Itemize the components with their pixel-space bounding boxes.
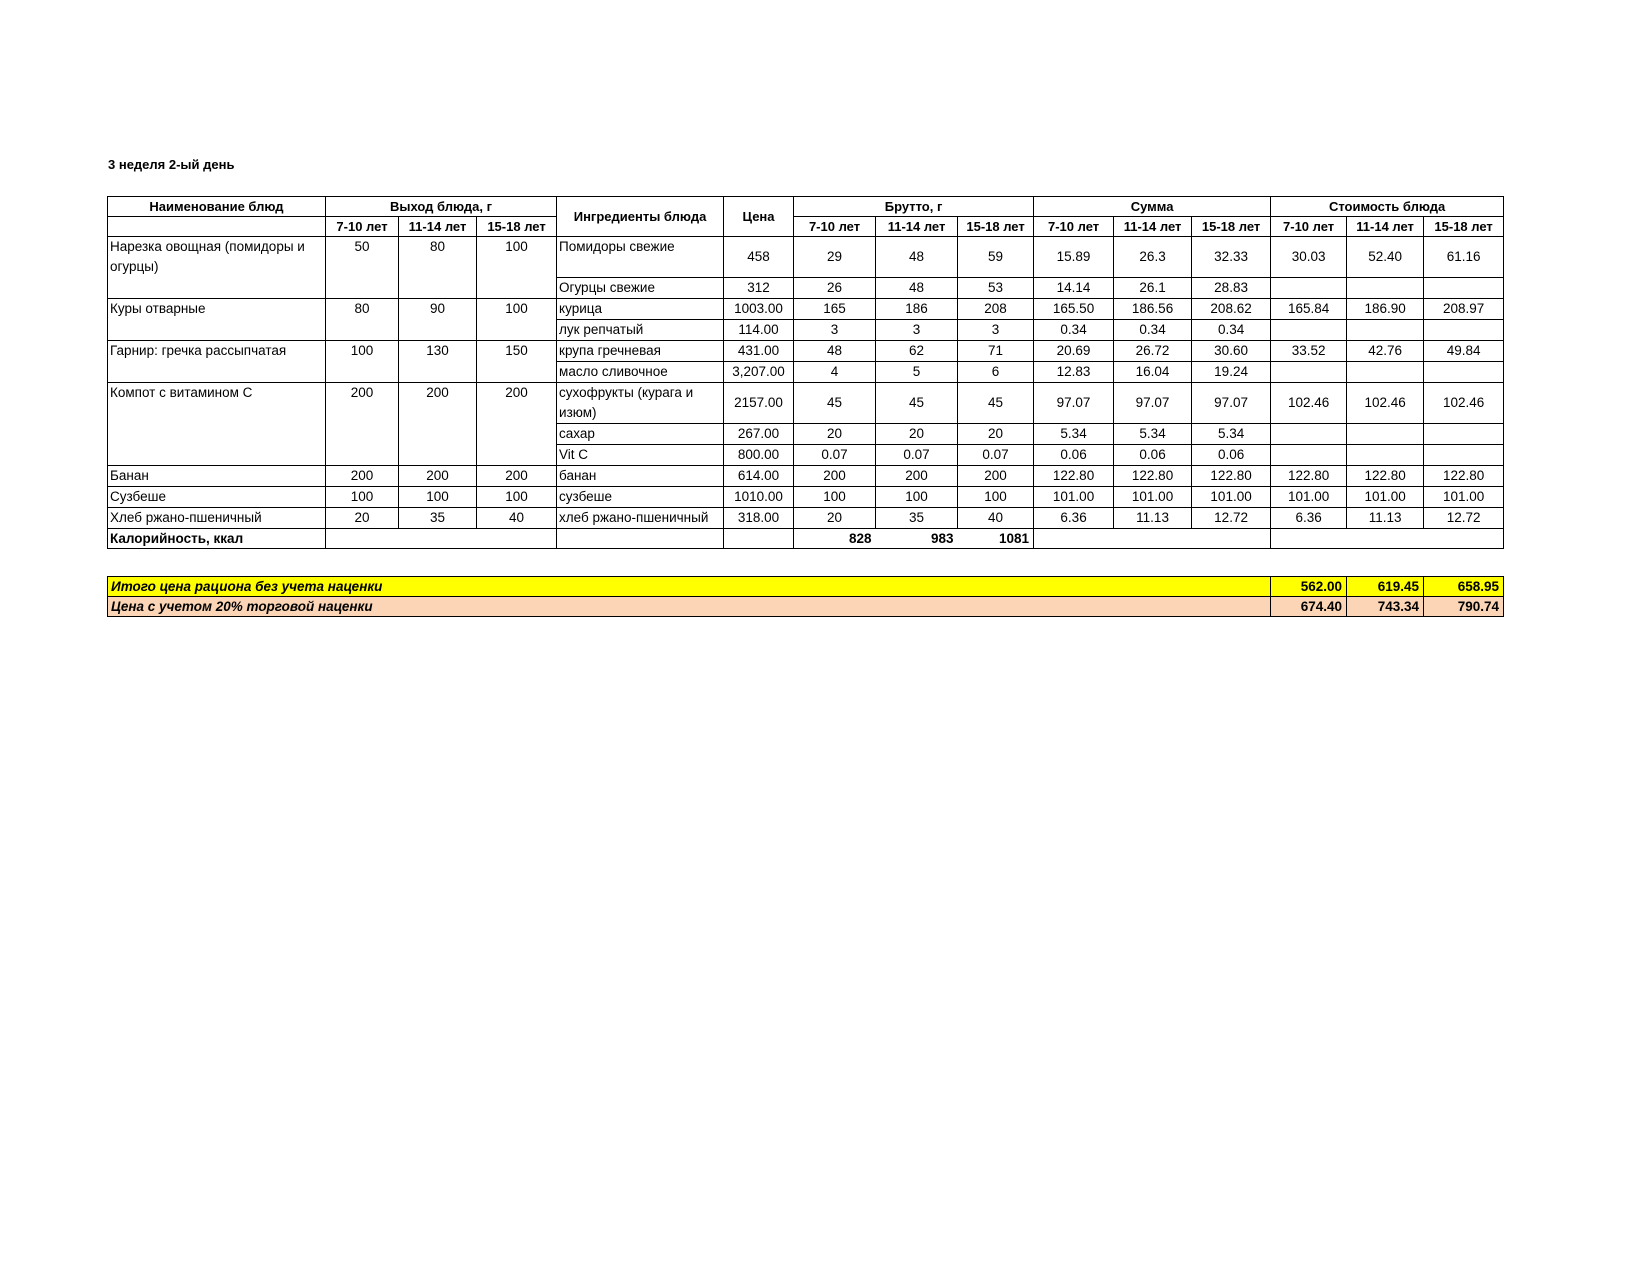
ingredient-name: крупа гречневая	[557, 340, 724, 361]
table-row	[108, 277, 1504, 298]
header-gross-age1: 7-10 лет	[794, 217, 876, 237]
cost-age1	[1271, 361, 1347, 382]
dish-yield-age1: 50	[326, 237, 399, 278]
sum-age2: 26.3	[1114, 237, 1192, 278]
cost-age2	[1347, 444, 1424, 465]
sum-age3: 32.33	[1192, 237, 1271, 278]
dish-name	[108, 319, 326, 340]
gross-age1: 200	[794, 465, 876, 486]
cost-age1	[1271, 277, 1347, 298]
sum-age3: 208.62	[1192, 298, 1271, 319]
header-sum: Сумма	[1034, 197, 1271, 217]
sum-age3: 28.83	[1192, 277, 1271, 298]
gross-age3: 53	[958, 277, 1034, 298]
ingredient-price: 114.00	[724, 319, 794, 340]
cost-age3: 12.72	[1424, 507, 1504, 528]
dish-yield-age2: 200	[399, 382, 477, 423]
ingredient-name: сухофрукты (курага и изюм)	[557, 382, 724, 423]
table-row	[108, 237, 1504, 278]
ingredient-name: Vit C	[557, 444, 724, 465]
cost-age3: 49.84	[1424, 340, 1504, 361]
table-row	[108, 486, 1504, 507]
markup-value-age1: 674.40	[1271, 597, 1347, 617]
header-sum-age3: 15-18 лет	[1192, 217, 1271, 237]
header-yield: Выход блюда, г	[326, 197, 557, 217]
sum-age1: 97.07	[1034, 382, 1114, 423]
sum-age2: 11.13	[1114, 507, 1192, 528]
table-row	[108, 340, 1504, 361]
header-yield-age2: 11-14 лет	[399, 217, 477, 237]
ingredient-name: Помидоры свежие	[557, 237, 724, 278]
sum-age1: 15.89	[1034, 237, 1114, 278]
calories-row	[108, 528, 1504, 548]
gross-age2: 48	[876, 277, 958, 298]
cost-age2: 101.00	[1347, 486, 1424, 507]
sum-age1: 6.36	[1034, 507, 1114, 528]
gross-age1: 26	[794, 277, 876, 298]
dish-yield-age1	[326, 277, 399, 298]
sum-age2: 26.1	[1114, 277, 1192, 298]
cost-age3	[1424, 361, 1504, 382]
gross-age2: 62	[876, 340, 958, 361]
cost-age2: 11.13	[1347, 507, 1424, 528]
gross-age3: 71	[958, 340, 1034, 361]
ingredient-price: 267.00	[724, 423, 794, 444]
gross-age1: 0.07	[794, 444, 876, 465]
sum-age1: 12.83	[1034, 361, 1114, 382]
table-body	[108, 237, 1504, 529]
dish-name	[108, 444, 326, 465]
dish-name: Куры отварные	[108, 298, 326, 319]
sum-age2: 186.56	[1114, 298, 1192, 319]
header-gross: Брутто, г	[794, 197, 1034, 217]
header-gross-age3: 15-18 лет	[958, 217, 1034, 237]
calories-sum-empty	[1034, 528, 1271, 548]
header-yield-age3: 15-18 лет	[477, 217, 557, 237]
total-value-age3: 658.95	[1424, 577, 1504, 597]
sum-age2: 16.04	[1114, 361, 1192, 382]
gross-age2: 200	[876, 465, 958, 486]
dish-yield-age2: 100	[399, 486, 477, 507]
dish-yield-age3	[477, 361, 557, 382]
table-row	[108, 382, 1504, 423]
cost-age1: 101.00	[1271, 486, 1347, 507]
cost-age3: 102.46	[1424, 382, 1504, 423]
ingredient-name: Огурцы свежие	[557, 277, 724, 298]
ingredient-price: 312	[724, 277, 794, 298]
dish-yield-age3: 150	[477, 340, 557, 361]
gross-age1: 100	[794, 486, 876, 507]
sum-age3: 101.00	[1192, 486, 1271, 507]
page-title: 3 неделя 2-ый день	[108, 157, 235, 172]
dish-yield-age2	[399, 277, 477, 298]
dish-yield-age3: 200	[477, 465, 557, 486]
dish-yield-age3: 100	[477, 486, 557, 507]
header-dish: Наименование блюд	[108, 197, 326, 217]
cost-age1: 33.52	[1271, 340, 1347, 361]
gross-age3: 59	[958, 237, 1034, 278]
gross-age3: 40	[958, 507, 1034, 528]
dish-yield-age2: 80	[399, 237, 477, 278]
gross-age3: 3	[958, 319, 1034, 340]
gross-age3: 20	[958, 423, 1034, 444]
sum-age2: 26.72	[1114, 340, 1192, 361]
header-dish-empty	[108, 217, 326, 237]
gross-age2: 35	[876, 507, 958, 528]
ingredient-price: 458	[724, 237, 794, 278]
total-value-age1: 562.00	[1271, 577, 1347, 597]
sum-age3: 19.24	[1192, 361, 1271, 382]
cost-age3	[1424, 423, 1504, 444]
sum-age1: 5.34	[1034, 423, 1114, 444]
table-row	[108, 298, 1504, 319]
dish-yield-age2	[399, 423, 477, 444]
gross-age3: 200	[958, 465, 1034, 486]
cost-age1: 6.36	[1271, 507, 1347, 528]
table-row	[108, 423, 1504, 444]
calories-value-age3: 1081	[958, 528, 1034, 548]
sum-age2: 0.06	[1114, 444, 1192, 465]
header-price: Цена	[724, 197, 794, 237]
cost-age3	[1424, 444, 1504, 465]
total-row-no-markup	[108, 577, 1504, 597]
dish-yield-age2: 130	[399, 340, 477, 361]
header-cost-age2: 11-14 лет	[1347, 217, 1424, 237]
sum-age3: 0.06	[1192, 444, 1271, 465]
total-value-age2: 619.45	[1347, 577, 1424, 597]
header-cost: Стоимость блюда	[1271, 197, 1504, 217]
sum-age1: 165.50	[1034, 298, 1114, 319]
calories-label: Калорийность, ккал	[108, 528, 326, 548]
dish-yield-age1: 100	[326, 486, 399, 507]
dish-name: Хлеб ржано-пшеничный	[108, 507, 326, 528]
cost-age2	[1347, 361, 1424, 382]
sum-age2: 101.00	[1114, 486, 1192, 507]
sum-age2: 97.07	[1114, 382, 1192, 423]
ingredient-name: курица	[557, 298, 724, 319]
cost-age2: 52.40	[1347, 237, 1424, 278]
cost-age1	[1271, 423, 1347, 444]
calories-cost-empty	[1271, 528, 1504, 548]
gross-age2: 20	[876, 423, 958, 444]
total-label: Итого цена рациона без учета наценки	[108, 577, 1271, 597]
gross-age3: 45	[958, 382, 1034, 423]
gross-age3: 100	[958, 486, 1034, 507]
cost-age2	[1347, 423, 1424, 444]
markup-value-age2: 743.34	[1347, 597, 1424, 617]
calories-ing-empty	[557, 528, 724, 548]
ingredient-name: хлеб ржано-пшеничный	[557, 507, 724, 528]
dish-name	[108, 361, 326, 382]
totals-table	[107, 576, 1504, 617]
dish-yield-age1: 80	[326, 298, 399, 319]
gross-age2: 0.07	[876, 444, 958, 465]
dish-yield-age1	[326, 423, 399, 444]
dish-yield-age1: 100	[326, 340, 399, 361]
sum-age2: 5.34	[1114, 423, 1192, 444]
cost-age3	[1424, 277, 1504, 298]
dish-yield-age3: 200	[477, 382, 557, 423]
dish-yield-age3	[477, 423, 557, 444]
dish-name: Компот с витамином С	[108, 382, 326, 423]
cost-age3: 122.80	[1424, 465, 1504, 486]
ingredient-price: 3,207.00	[724, 361, 794, 382]
dish-yield-age1: 200	[326, 465, 399, 486]
gross-age1: 165	[794, 298, 876, 319]
ingredient-price: 318.00	[724, 507, 794, 528]
cost-age1	[1271, 319, 1347, 340]
sum-age2: 122.80	[1114, 465, 1192, 486]
cost-age1: 30.03	[1271, 237, 1347, 278]
cost-age3: 61.16	[1424, 237, 1504, 278]
ingredient-price: 431.00	[724, 340, 794, 361]
calories-value-age2: 983	[876, 528, 958, 548]
cost-age2	[1347, 319, 1424, 340]
dish-yield-age3	[477, 277, 557, 298]
ingredient-price: 800.00	[724, 444, 794, 465]
dish-name: Сузбеше	[108, 486, 326, 507]
header-yield-age1: 7-10 лет	[326, 217, 399, 237]
dish-name: Нарезка овощная (помидоры и огурцы)	[108, 237, 326, 278]
gross-age3: 6	[958, 361, 1034, 382]
table-row	[108, 507, 1504, 528]
total-row-with-markup	[108, 597, 1504, 617]
dish-name: Банан	[108, 465, 326, 486]
table-row	[108, 361, 1504, 382]
gross-age2: 5	[876, 361, 958, 382]
header-ingredients: Ингредиенты блюда	[557, 197, 724, 237]
dish-name	[108, 277, 326, 298]
dish-yield-age2	[399, 361, 477, 382]
dish-yield-age2: 200	[399, 465, 477, 486]
sum-age1: 122.80	[1034, 465, 1114, 486]
ingredient-price: 1010.00	[724, 486, 794, 507]
markup-value-age3: 790.74	[1424, 597, 1504, 617]
markup-label: Цена с учетом 20% торговой наценки	[108, 597, 1271, 617]
cost-age1: 165.84	[1271, 298, 1347, 319]
ingredient-name: банан	[557, 465, 724, 486]
gross-age1: 20	[794, 507, 876, 528]
header-sum-age2: 11-14 лет	[1114, 217, 1192, 237]
cost-age2: 102.46	[1347, 382, 1424, 423]
dish-yield-age3: 100	[477, 298, 557, 319]
gross-age2: 45	[876, 382, 958, 423]
sum-age1: 20.69	[1034, 340, 1114, 361]
cost-age3: 101.00	[1424, 486, 1504, 507]
dish-yield-age2: 35	[399, 507, 477, 528]
gross-age1: 45	[794, 382, 876, 423]
calories-yield-empty	[326, 528, 557, 548]
sum-age3: 30.60	[1192, 340, 1271, 361]
sum-age1: 0.34	[1034, 319, 1114, 340]
cost-age2	[1347, 277, 1424, 298]
sum-age1: 14.14	[1034, 277, 1114, 298]
ingredient-name: сузбеше	[557, 486, 724, 507]
gross-age2: 186	[876, 298, 958, 319]
cost-age2: 122.80	[1347, 465, 1424, 486]
header-row-1	[108, 197, 1504, 217]
ingredient-price: 1003.00	[724, 298, 794, 319]
table-row	[108, 465, 1504, 486]
dish-yield-age3	[477, 444, 557, 465]
gross-age2: 3	[876, 319, 958, 340]
gross-age2: 100	[876, 486, 958, 507]
gross-age2: 48	[876, 237, 958, 278]
dish-yield-age1: 200	[326, 382, 399, 423]
gross-age1: 48	[794, 340, 876, 361]
header-cost-age1: 7-10 лет	[1271, 217, 1347, 237]
cost-age1	[1271, 444, 1347, 465]
menu-table	[107, 196, 1504, 549]
gross-age1: 4	[794, 361, 876, 382]
sum-age2: 0.34	[1114, 319, 1192, 340]
header-gross-age2: 11-14 лет	[876, 217, 958, 237]
sum-age1: 0.06	[1034, 444, 1114, 465]
dish-yield-age2	[399, 319, 477, 340]
ingredient-price: 614.00	[724, 465, 794, 486]
dish-yield-age1: 20	[326, 507, 399, 528]
ingredient-price: 2157.00	[724, 382, 794, 423]
gross-age1: 29	[794, 237, 876, 278]
table-row	[108, 319, 1504, 340]
header-row-2	[108, 217, 1504, 237]
dish-yield-age1	[326, 319, 399, 340]
table-row	[108, 444, 1504, 465]
header-cost-age3: 15-18 лет	[1424, 217, 1504, 237]
sum-age3: 97.07	[1192, 382, 1271, 423]
sum-age3: 0.34	[1192, 319, 1271, 340]
ingredient-name: масло сливочное	[557, 361, 724, 382]
dish-name: Гарнир: гречка рассыпчатая	[108, 340, 326, 361]
gross-age1: 20	[794, 423, 876, 444]
sum-age3: 122.80	[1192, 465, 1271, 486]
header-sum-age1: 7-10 лет	[1034, 217, 1114, 237]
cost-age2: 42.76	[1347, 340, 1424, 361]
dish-yield-age2: 90	[399, 298, 477, 319]
cost-age3	[1424, 319, 1504, 340]
ingredient-name: лук репчатый	[557, 319, 724, 340]
sum-age3: 12.72	[1192, 507, 1271, 528]
calories-value-age1: 828	[794, 528, 876, 548]
cost-age3: 208.97	[1424, 298, 1504, 319]
dish-yield-age1	[326, 361, 399, 382]
calories-price-empty	[724, 528, 794, 548]
gross-age3: 0.07	[958, 444, 1034, 465]
ingredient-name: сахар	[557, 423, 724, 444]
sum-age1: 101.00	[1034, 486, 1114, 507]
dish-yield-age2	[399, 444, 477, 465]
cost-age2: 186.90	[1347, 298, 1424, 319]
cost-age1: 102.46	[1271, 382, 1347, 423]
dish-yield-age3: 100	[477, 237, 557, 278]
gross-age3: 208	[958, 298, 1034, 319]
dish-yield-age3: 40	[477, 507, 557, 528]
dish-yield-age3	[477, 319, 557, 340]
cost-age1: 122.80	[1271, 465, 1347, 486]
dish-name	[108, 423, 326, 444]
gross-age1: 3	[794, 319, 876, 340]
dish-yield-age1	[326, 444, 399, 465]
sum-age3: 5.34	[1192, 423, 1271, 444]
